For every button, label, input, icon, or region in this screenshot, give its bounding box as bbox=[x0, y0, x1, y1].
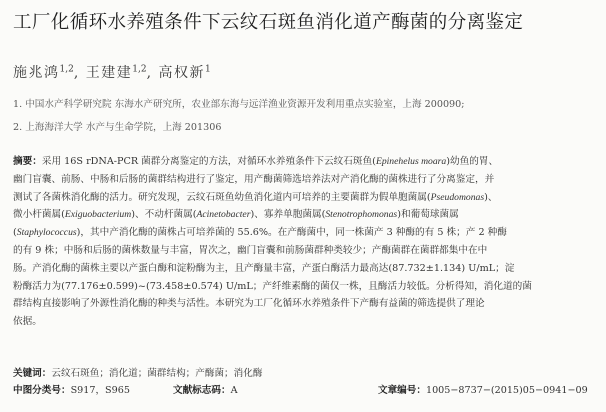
document-code bbox=[173, 382, 238, 396]
abstract-text: 幽门盲囊、前肠、中肠和后肠的菌群结构进行了鉴定，用产酶菌筛选培养法对产消化酶的菌株进行了分离鉴定，并 bbox=[13, 173, 495, 185]
abstract-text: 的有 9 株；中肠和后肠的菌株数量与丰富，胃次之，幽门盲囊和前肠菌群种类较少；产酶菌群在菌群都集中在中 bbox=[13, 244, 488, 256]
abstract-line bbox=[13, 260, 593, 278]
document-code-label: 文献标志码： bbox=[173, 385, 231, 396]
abstract-text: )，其中产消化酶的菌株占可培养菌的 55.6%。在产酶菌中，同一株菌产 3 种酶的有 5 株；产 2 种酶 bbox=[76, 227, 507, 239]
abstract-line bbox=[13, 153, 593, 171]
document-code-value: A bbox=[230, 385, 238, 396]
abstract-line bbox=[13, 295, 593, 313]
classification-number bbox=[13, 382, 130, 396]
abstract-line bbox=[13, 171, 593, 189]
author-name: 施兆鸿 bbox=[13, 65, 60, 81]
abstract-latin-name: Stenotrophomonas bbox=[325, 209, 398, 221]
author-affiliation-mark: 1,2 bbox=[132, 64, 147, 75]
abstract-latin-name: Acinetobacter bbox=[196, 209, 251, 221]
abstract-text: )、不动杆菌属( bbox=[131, 209, 197, 221]
article-number-value: 1005−8737−(2015)05−0941−09 bbox=[425, 385, 588, 396]
affiliation-2: 2. 上海海洋大学 水产与生命学院，上海 201306 bbox=[13, 122, 222, 133]
abstract-text: )幼鱼的胃、 bbox=[446, 156, 499, 167]
abstract-text: 肠。产消化酶的菌株主要以产蛋白酶和淀粉酶为主，且产酶量丰富，产蛋白酶活力最高达(87.732±1.134) U/mL；淀 bbox=[13, 262, 515, 274]
abstract-latin-name: Pseudomonas bbox=[430, 191, 485, 203]
abstract-latin-name: Epinehelus moara bbox=[375, 156, 447, 167]
keywords-line bbox=[13, 365, 262, 379]
abstract-label: 摘要： bbox=[13, 156, 42, 167]
author-separator: , bbox=[146, 65, 159, 81]
abstract-line bbox=[13, 224, 593, 242]
article-number-label: 文章编号： bbox=[378, 385, 426, 396]
author-name: 高权新 bbox=[158, 65, 205, 81]
author-affiliation-mark: 1 bbox=[204, 64, 211, 75]
classification-value: S917，S965 bbox=[70, 385, 130, 396]
author-separator: , bbox=[73, 65, 86, 81]
abstract-text: 微小杆菌属( bbox=[13, 209, 65, 221]
abstract-line bbox=[13, 242, 593, 260]
abstract-line bbox=[13, 278, 593, 296]
abstract-block bbox=[13, 153, 593, 331]
abstract-text: ( bbox=[13, 227, 17, 239]
abstract-text: 依据。 bbox=[13, 316, 42, 328]
abstract-text: )、寡养单胞菌属( bbox=[250, 209, 326, 221]
abstract-line bbox=[13, 206, 593, 224]
abstract-latin-name: Staphylococcus bbox=[16, 227, 77, 239]
keywords-text: 云纹石斑鱼；消化道；菌群结构；产酶菌；消化酶 bbox=[51, 368, 263, 379]
abstract-text: )和葡萄球菌属 bbox=[397, 209, 459, 221]
abstract-text: 采用 16S rDNA-PCR 菌群分离鉴定的方法，对循环水养殖条件下云纹石斑鱼( bbox=[41, 156, 376, 167]
abstract-latin-name: Exiguobacterium bbox=[64, 209, 132, 221]
affiliation-1: 1. 中国水产科学研究院 东海水产研究所，农业部东海与远洋渔业资源开发利用重点实验室，上海 200090; bbox=[13, 99, 465, 110]
abstract-text: 群结构直接影响了外源性消化酶的种类与活性。本研究为工厂化循环水养殖条件下产酶有益菌的筛选提供了理论 bbox=[13, 298, 485, 310]
article-number bbox=[378, 382, 588, 396]
abstract-line bbox=[13, 189, 593, 207]
classification-label: 中图分类号： bbox=[13, 385, 71, 396]
author-affiliation-mark: 1,2 bbox=[59, 64, 74, 75]
abstract-text: 测试了各菌株消化酶的活力。研究发现，云纹石斑鱼幼鱼消化道内可培养的主要菌群为假单胞菌属( bbox=[13, 191, 431, 203]
author-list bbox=[13, 62, 211, 82]
article-title: 工厂化循环水养殖条件下云纹石斑鱼消化道产酶菌的分离鉴定 bbox=[13, 12, 524, 33]
abstract-text: 粉酶活力为(77.176±0.599)~(73.458±0.574) U/mL；产纤维素酶的菌仅一株，且酶活力较低。分析得知，消化道的菌 bbox=[13, 280, 532, 292]
keywords-label: 关键词： bbox=[13, 368, 52, 379]
author-name: 王建建 bbox=[85, 65, 133, 81]
abstract-line bbox=[13, 313, 593, 331]
abstract-text: )、 bbox=[484, 191, 498, 203]
